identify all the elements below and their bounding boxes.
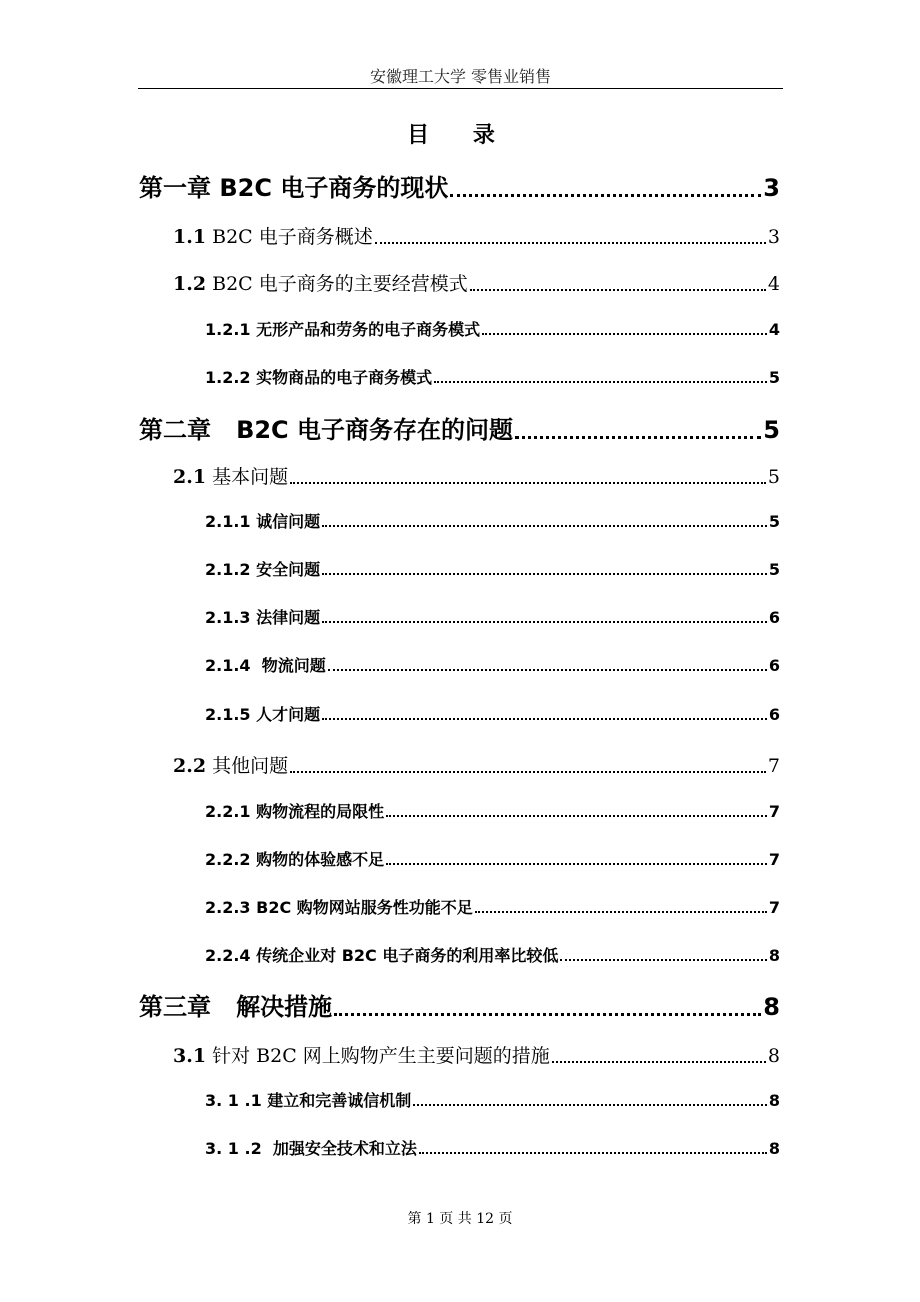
toc-entry-number: 第三章 <box>139 993 211 1021</box>
toc-entry-number: 2.1.2 <box>205 560 251 579</box>
toc-entry-number: 1.1 <box>173 226 207 248</box>
toc-entry-title: 安全问题 <box>250 560 321 579</box>
dot-leader <box>322 718 767 720</box>
toc-entry-title: B2C 电子商务概述 <box>206 226 373 248</box>
toc-entry[interactable] <box>205 943 780 966</box>
toc-entry-page: 5 <box>768 512 780 531</box>
toc-entry-title: 实物商品的电子商务模式 <box>250 368 433 387</box>
toc-entry-number: 2.1 <box>173 466 207 488</box>
dot-leader <box>515 436 761 439</box>
toc-entry-page: 3 <box>767 226 780 248</box>
toc-entry-page: 7 <box>768 802 780 821</box>
dot-leader <box>450 194 761 197</box>
toc-entry[interactable] <box>139 410 780 445</box>
toc-entry-number: 2.2.2 <box>205 850 251 869</box>
toc-entry-page: 8 <box>763 993 780 1021</box>
toc-entry-page: 8 <box>768 946 780 965</box>
toc-entry-page: 7 <box>768 898 780 917</box>
toc-entry-number: 2.2.4 <box>205 946 251 965</box>
toc-entry-page: 5 <box>768 368 780 387</box>
toc-entry[interactable] <box>139 987 780 1022</box>
toc-entry-title: 其他问题 <box>206 755 289 777</box>
toc-entry-label <box>173 269 468 296</box>
dot-leader <box>470 289 766 291</box>
toc-entry-number: 1.2.2 <box>205 368 251 387</box>
toc-entry-title: 无形产品和劳务的电子商务模式 <box>250 320 481 339</box>
toc-entry-page: 6 <box>768 656 780 675</box>
toc-entry-page: 8 <box>768 1091 780 1110</box>
toc-entry-label <box>205 943 558 966</box>
toc-entry-title: 法律问题 <box>250 608 321 627</box>
toc-entry-page: 6 <box>768 705 780 724</box>
toc-entry[interactable] <box>205 509 780 532</box>
dot-leader <box>552 1061 766 1063</box>
toc-entry-label <box>205 1088 411 1111</box>
dot-leader <box>322 621 767 623</box>
toc-entry[interactable] <box>205 365 780 388</box>
toc-entry[interactable] <box>205 895 780 918</box>
toc-entry[interactable] <box>205 557 780 580</box>
toc-entry[interactable] <box>205 653 780 676</box>
toc-entry[interactable] <box>173 269 780 296</box>
dot-leader <box>322 573 767 575</box>
toc-entry-number: 3. 1 .1 <box>205 1091 262 1110</box>
toc-entry-title: 基本问题 <box>206 466 289 488</box>
toc-entry-title: B2C 电子商务的主要经营模式 <box>206 273 468 295</box>
toc-entry[interactable] <box>139 168 780 203</box>
page-header: 安徽理工大学 零售业销售 <box>369 67 552 86</box>
toc-entry-title: 人才问题 <box>250 705 321 724</box>
toc-entry-page: 5 <box>763 416 780 444</box>
toc-entry-number: 2.2.3 <box>205 898 251 917</box>
toc-entry-label <box>139 410 513 445</box>
toc-entry-number: 2.1.3 <box>205 608 251 627</box>
toc-entry[interactable] <box>173 462 780 489</box>
toc-entry-label <box>205 847 384 870</box>
toc-entry-label <box>205 702 320 725</box>
dot-leader <box>482 333 767 335</box>
toc-entry-page: 3 <box>763 174 780 202</box>
toc-entry-title: 购物的体验感不足 <box>250 850 385 869</box>
dot-leader <box>322 525 767 527</box>
toc-entry-label <box>139 168 448 203</box>
toc-entry[interactable] <box>173 1041 780 1068</box>
toc-entry-number: 2.2.1 <box>205 802 251 821</box>
toc-entry-title: B2C 电子商务的现状 <box>211 174 449 202</box>
toc-entry-label <box>205 557 320 580</box>
toc-entry-label <box>205 1136 417 1159</box>
toc-entry-number: 2.2 <box>173 755 207 777</box>
toc-entry-number: 1.2.1 <box>205 320 251 339</box>
toc-entry-title: 传统企业对 B2C 电子商务的利用率比较低 <box>250 946 559 965</box>
toc-entry-label <box>205 895 473 918</box>
toc-entry-label <box>205 317 480 340</box>
toc-entry[interactable] <box>205 847 780 870</box>
dot-leader <box>328 669 767 671</box>
toc-entry-label <box>173 751 288 778</box>
header-rule <box>138 88 783 89</box>
toc-entry[interactable] <box>205 605 780 628</box>
dot-leader <box>375 242 766 244</box>
toc-entry-number: 3. 1 .2 <box>205 1139 262 1158</box>
toc-entry-label <box>173 222 373 249</box>
dot-leader <box>434 381 767 383</box>
toc-entry-page: 8 <box>767 1045 780 1067</box>
toc-entry-title: B2C 电子商务存在的问题 <box>211 416 514 444</box>
toc-entry-label <box>173 462 288 489</box>
toc-entry-number: 2.1.4 <box>205 656 251 675</box>
toc-entry-page: 4 <box>768 320 780 339</box>
toc-entry-title: 诚信问题 <box>250 512 321 531</box>
dot-leader <box>290 482 766 484</box>
toc-entry-page: 5 <box>767 466 780 488</box>
toc-entry-title: 针对 B2C 网上购物产生主要问题的措施 <box>206 1045 550 1067</box>
dot-leader <box>413 1104 767 1106</box>
toc-entry-label <box>205 653 326 676</box>
toc-entry-title: 加强安全技术和立法 <box>261 1139 417 1158</box>
toc-entry-page: 5 <box>768 560 780 579</box>
toc-entry-number: 1.2 <box>173 273 207 295</box>
toc-entry[interactable] <box>173 222 780 249</box>
toc-entry-number: 3.1 <box>173 1045 207 1067</box>
toc-entry[interactable] <box>205 317 780 340</box>
toc-entry-label <box>205 509 320 532</box>
dot-leader <box>290 771 766 773</box>
toc-entry-number: 第二章 <box>139 416 211 444</box>
toc-entry-label <box>173 1041 550 1068</box>
page-footer: 第 1 页 共 12 页 <box>407 1211 513 1227</box>
toc-entry-number: 2.1.5 <box>205 705 251 724</box>
toc-entry-page: 7 <box>767 755 780 777</box>
toc-entry-number: 2.1.1 <box>205 512 251 531</box>
toc-title: 目 录 <box>407 123 513 148</box>
dot-leader <box>386 863 767 865</box>
toc-entry-title: 物流问题 <box>250 656 326 675</box>
dot-leader <box>560 959 767 961</box>
toc-entry-title: 建立和完善诚信机制 <box>261 1091 412 1110</box>
toc-entry[interactable] <box>173 751 780 778</box>
toc-entry[interactable] <box>205 1088 780 1111</box>
dot-leader <box>334 1013 761 1016</box>
toc-entry[interactable] <box>205 1136 780 1159</box>
toc-entry[interactable] <box>205 702 780 725</box>
toc-entry-label <box>205 605 320 628</box>
toc-entry-page: 8 <box>768 1139 780 1158</box>
dot-leader <box>419 1152 767 1154</box>
toc-entry-label <box>205 799 384 822</box>
toc-entry-label <box>205 365 432 388</box>
toc-entry-page: 4 <box>767 273 780 295</box>
toc-entry-label <box>139 987 332 1022</box>
toc-entry[interactable] <box>205 799 780 822</box>
toc-entry-title: 购物流程的局限性 <box>250 802 385 821</box>
toc-entry-page: 6 <box>768 608 780 627</box>
toc-entry-title: B2C 购物网站服务性功能不足 <box>250 898 473 917</box>
toc-entry-number: 第一章 <box>139 174 211 202</box>
toc-entry-title: 解决措施 <box>211 993 333 1021</box>
dot-leader <box>475 911 767 913</box>
dot-leader <box>386 815 767 817</box>
toc-entry-page: 7 <box>768 850 780 869</box>
